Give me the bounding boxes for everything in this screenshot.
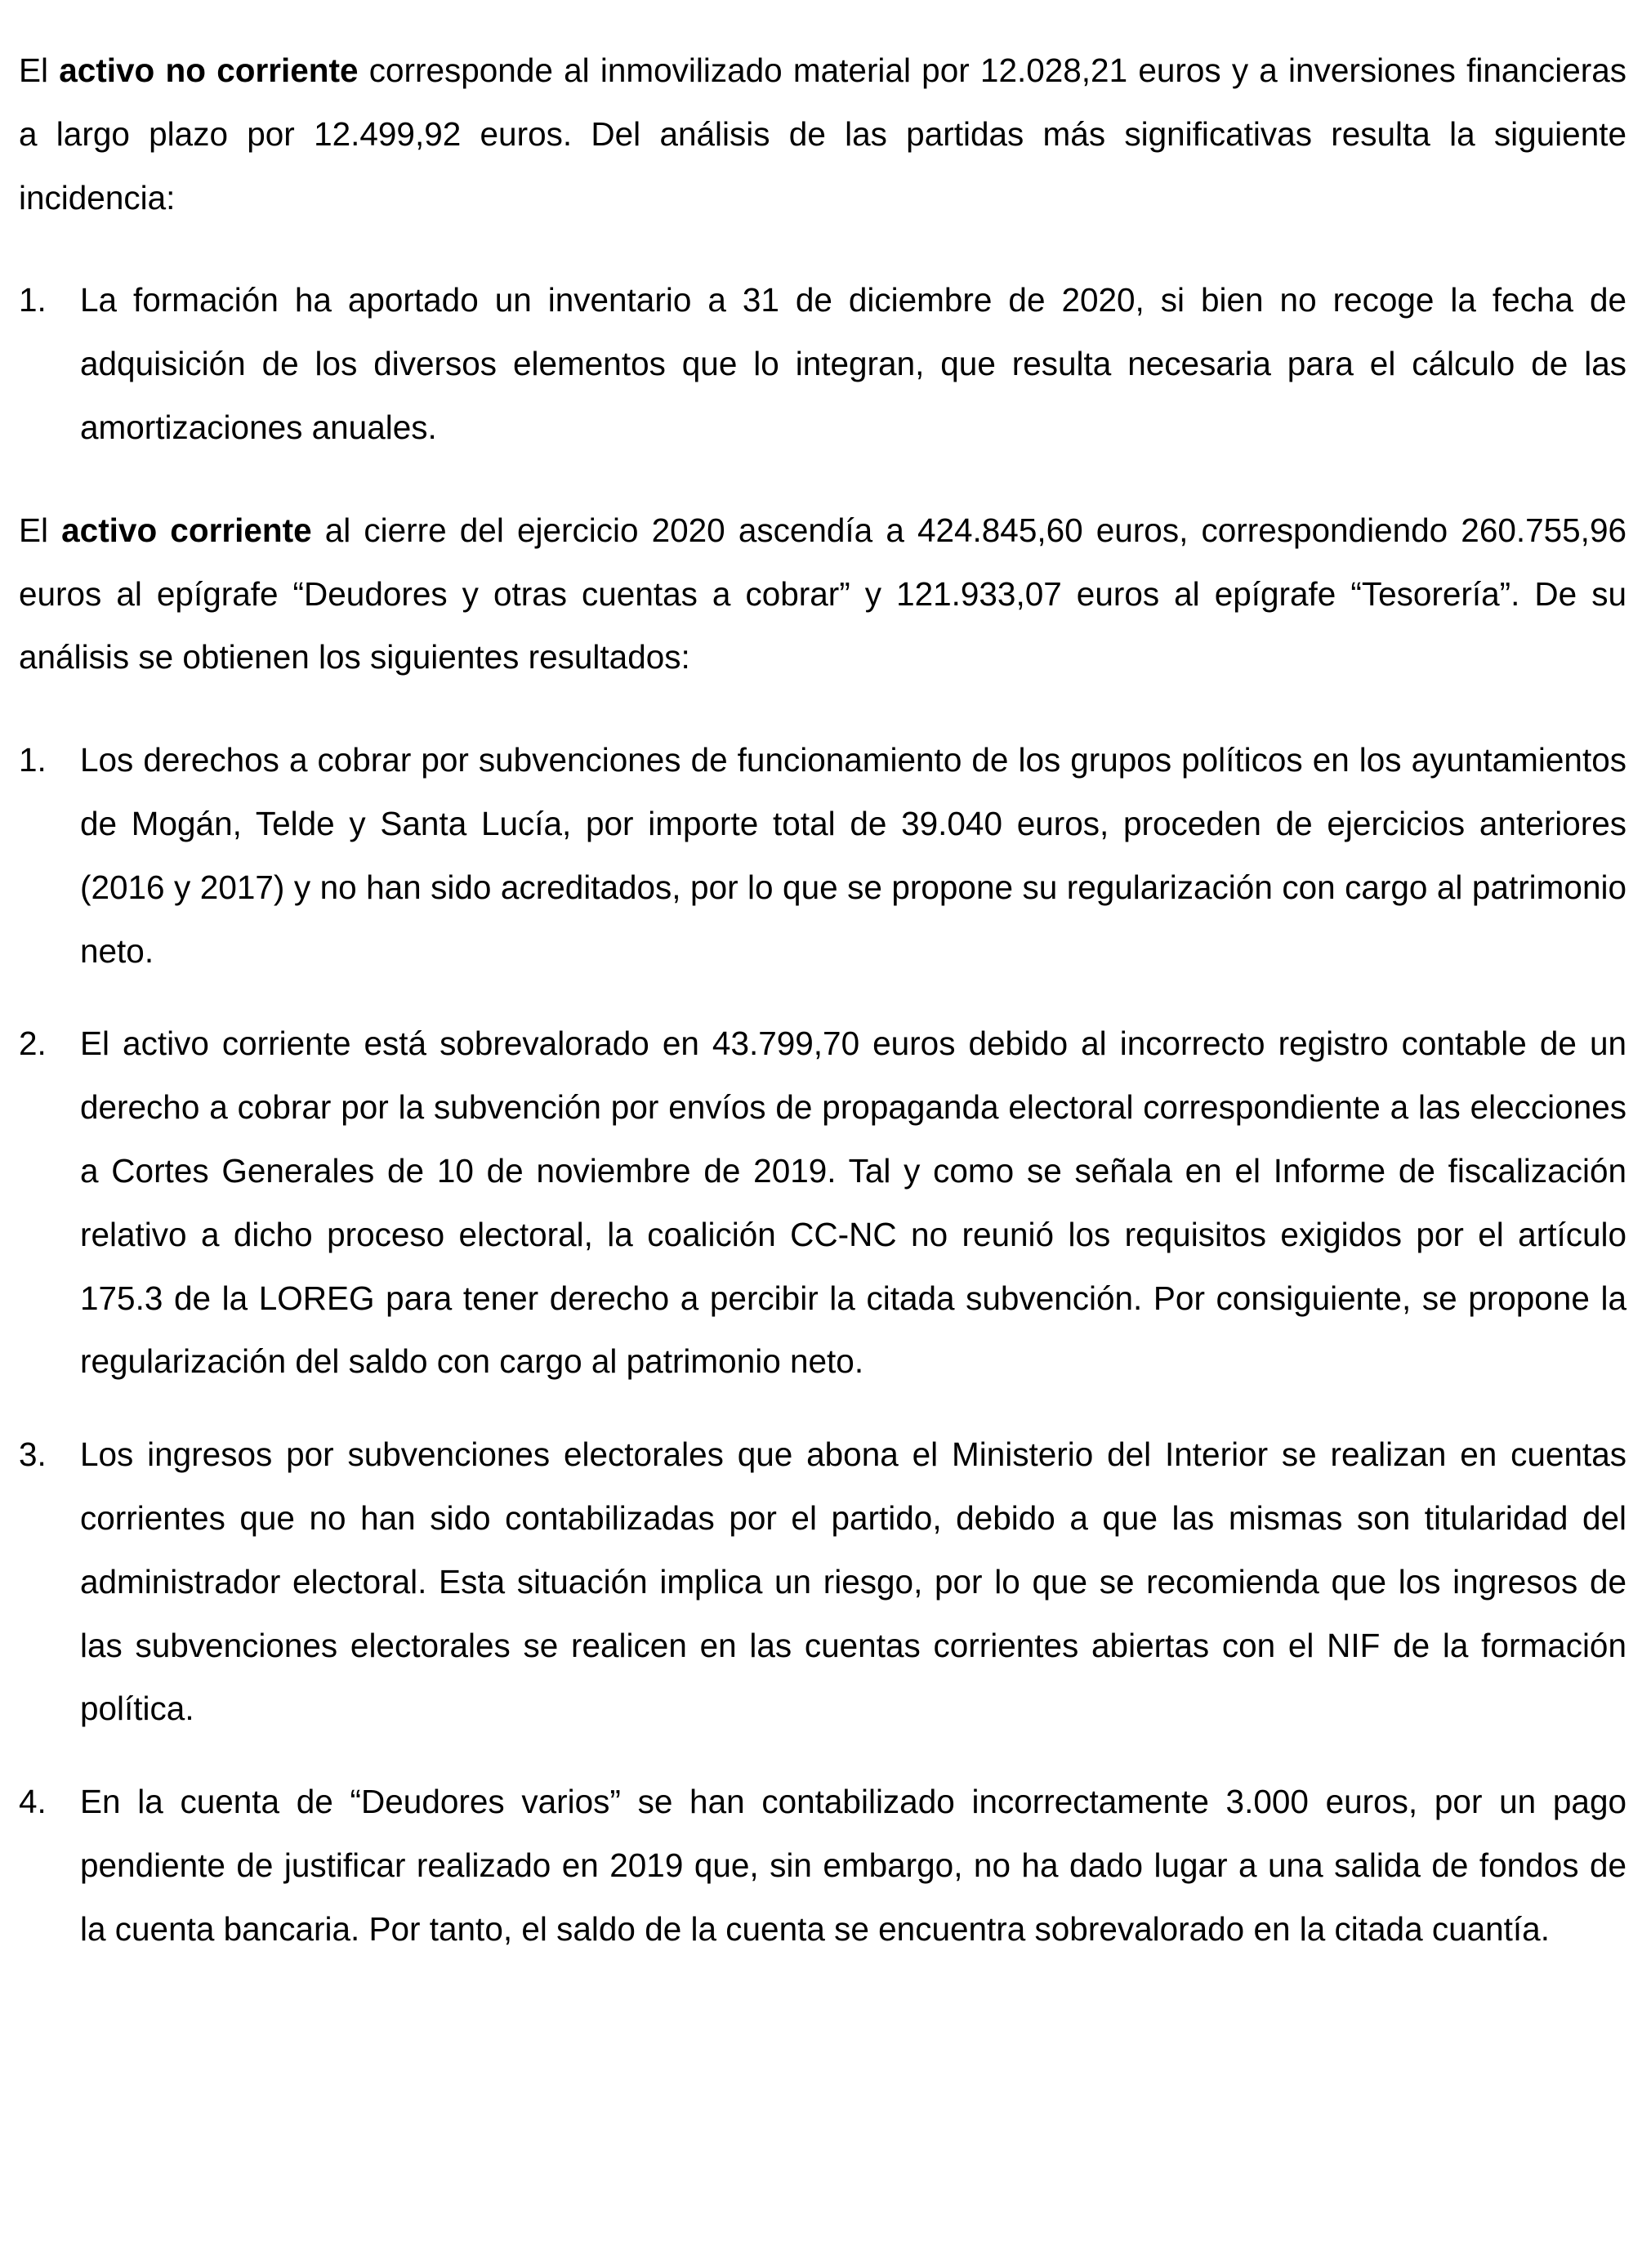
list-item-text: En la cuenta de “Deudores varios” se han contabilizado incorrectamente 3.000 euros, por un pago pendiente de justificar realizado en 2019 que, sin embargo, no ha dado lugar a una salida de fondos de la cuenta bancaria. Por tanto, el saldo de la cuenta se encuentra sobrevalorado en la citada cuantía. [80, 1783, 1626, 1948]
list-item [19, 1012, 1626, 1394]
list-item [19, 269, 1626, 459]
list-item [19, 1770, 1626, 1961]
list-item-number: 4. [19, 1783, 47, 1821]
paragraph-body: al cierre del ejercicio 2020 ascendía a 424.845,60 euros, correspondiendo 260.755,96 euros al epígrafe “Deudores y otras cuentas a cobrar” y 121.933,07 euros al epígrafe “Tesorería”. De su análisis se obtienen los siguientes resultados: [19, 511, 1626, 676]
list-item [19, 1423, 1626, 1741]
paragraph-body: corresponde al inmovilizado material por 12.028,21 euros y a inversiones financieras a largo plazo por 12.499,92 euros. Del análisis de las partidas más significativas resulta la siguiente incidencia: [19, 51, 1626, 217]
list-item-text: El activo corriente está sobrevalorado en 43.799,70 euros debido al incorrecto registro contable de un derecho a cobrar por la subvención por envíos de propaganda electoral correspondiente a las elecciones a Cortes Generales de 10 de noviembre de 2019. Tal y como se señala en el Informe de fiscalización relativo a dicho proceso electoral, la coalición CC-NC no reunió los requisitos exigidos por el artículo 175.3 de la LOREG para tener derecho a percibir la citada subvención. Por consiguiente, se propone la regularización del saldo con cargo al patrimonio neto. [80, 1025, 1626, 1381]
non-current-findings-list [19, 269, 1626, 459]
paragraph-lead: El [19, 511, 62, 549]
paragraph-lead: El [19, 51, 60, 89]
list-item [19, 729, 1626, 983]
paragraph-current-assets [19, 499, 1626, 690]
list-item-text: La formación ha aportado un inventario a 31 de diciembre de 2020, si bien no recoge la fecha de adquisición de los diversos elementos que lo integran, que resulta necesaria para el cálculo de las amortizaciones anuales. [80, 281, 1626, 446]
list-item-number: 3. [19, 1435, 47, 1474]
list-item-text: Los ingresos por subvenciones electorales que abona el Ministerio del Interior se realizan en cuentas corrientes que no han sido contabilizadas por el partido, debido a que las mismas son titularidad del administrador electoral. Esta situación implica un riesgo, por lo que se recomienda que los ingresos de las subvenciones electorales se realicen en las cuentas corrientes abiertas con el NIF de la formación política. [80, 1435, 1626, 1728]
list-item-number: 1. [19, 281, 47, 319]
list-item-text: Los derechos a cobrar por subvenciones de funcionamiento de los grupos políticos en los ayuntamientos de Mogán, Telde y Santa Lucía, por importe total de 39.040 euros, proceden de ejercicios anteriores (2016 y 2017) y no han sido acreditados, por lo que se propone su regularización con cargo al patrimonio neto. [80, 741, 1626, 970]
list-item-number: 2. [19, 1025, 47, 1063]
term-activo-corriente: activo corriente [61, 511, 312, 549]
term-activo-no-corriente: activo no corriente [59, 51, 359, 89]
current-findings-list [19, 729, 1626, 1961]
list-item-number: 1. [19, 741, 47, 779]
paragraph-non-current-assets [19, 39, 1626, 230]
document-page [19, 39, 1626, 2001]
